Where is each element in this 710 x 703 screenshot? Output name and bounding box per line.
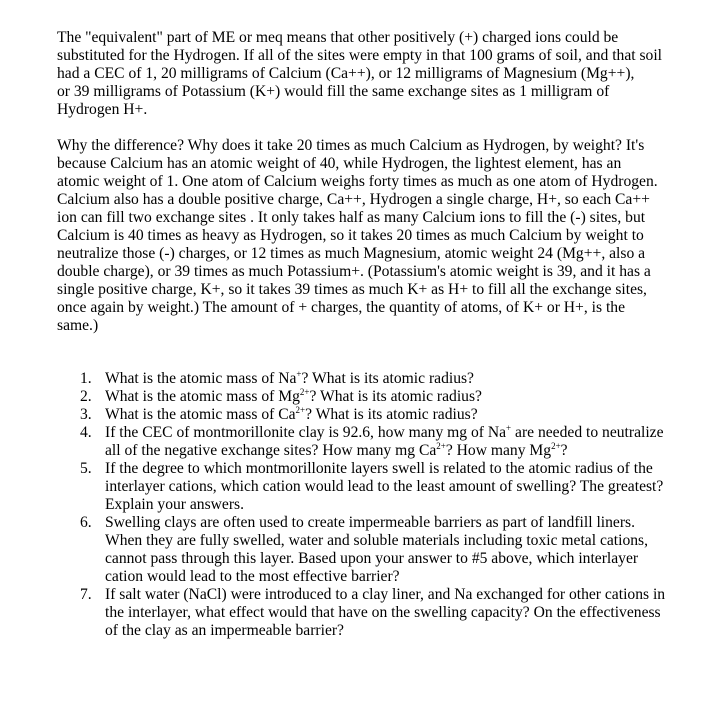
question-text: ? What is its atomic radius? xyxy=(309,388,482,405)
text-line: Why the difference? Why does it take 20 times as much Calcium as Hydrogen, by weight? It's xyxy=(57,137,645,154)
text-line: Hydrogen H+. xyxy=(57,101,148,118)
question-text: all of the negative exchange sites? How many mg Ca xyxy=(105,442,437,459)
text-line: double charge), or 39 times as much Potassium+. (Potassium's atomic weight is 39, and it has a xyxy=(57,263,651,280)
explanation-text xyxy=(57,29,697,335)
text-line: Calcium also has a double positive charge, Ca++, Hydrogen a single charge, H+, so each Ca++ xyxy=(57,191,650,208)
question-text: What is the atomic mass of Ca xyxy=(105,406,296,423)
paragraph xyxy=(57,137,697,335)
question-line xyxy=(105,496,665,514)
question-line xyxy=(105,460,665,478)
text-line: neutralize those (-) charges, or 12 times as much Magnesium, atomic weight 24 (Mg++, also a xyxy=(57,245,646,262)
text-line: same.) xyxy=(57,317,99,334)
question-number: 6. xyxy=(80,514,92,531)
text-line: once again by weight.) The amount of + charges, the quantity of atoms, of K+ or H+, is the xyxy=(57,299,625,316)
question-text: are needed to neutralize xyxy=(511,424,664,441)
question-number: 4. xyxy=(80,424,92,441)
question-text: interlayer cations, which cation would lead to the least amount of swelling? The greatest? xyxy=(105,478,664,495)
question-item xyxy=(57,586,665,640)
question-text: ? What is its atomic radius? xyxy=(301,370,474,387)
paragraph xyxy=(57,29,697,119)
question-text: If salt water (NaCl) were introduced to a clay liner, and Na exchanged for other cations in xyxy=(105,586,666,603)
question-line xyxy=(105,388,665,406)
question-item xyxy=(57,388,665,406)
charge-superscript: 2+ xyxy=(295,405,306,415)
question-line xyxy=(105,514,665,532)
text-line: The "equivalent" part of ME or meq means that other positively (+) charged ions could be xyxy=(57,29,619,46)
text-line: substituted for the Hydrogen. If all of the sites were empty in that 100 grams of soil, and that soil xyxy=(57,47,663,64)
question-line xyxy=(105,550,665,568)
charge-superscript: + xyxy=(296,369,302,379)
question-line xyxy=(105,604,665,622)
text-line: because Calcium has an atomic weight of 40, while Hydrogen, the lightest element, has an xyxy=(57,155,622,172)
question-number: 3. xyxy=(80,406,92,423)
charge-superscript: 2+ xyxy=(299,387,310,397)
question-text: Swelling clays are often used to create impermeable barriers as part of landfill liners. xyxy=(105,514,635,531)
question-line xyxy=(105,370,665,388)
question-line xyxy=(105,406,665,424)
question-line xyxy=(105,532,665,550)
question-line xyxy=(105,424,665,442)
question-text: If the degree to which montmorillonite layers swell is related to the atomic radius of the xyxy=(105,460,653,477)
question-number: 1. xyxy=(80,370,92,387)
text-line: had a CEC of 1, 20 milligrams of Calcium (Ca++), or 12 milligrams of Magnesium (Mg++), xyxy=(57,65,635,82)
question-text: of the clay as an impermeable barrier? xyxy=(105,622,344,639)
question-line xyxy=(105,586,665,604)
text-line: atomic weight of 1. One atom of Calcium weighs forty times as much as one atom of Hydrogen. xyxy=(57,173,658,190)
question-line xyxy=(105,478,665,496)
document-page xyxy=(57,29,697,639)
question-item xyxy=(57,514,665,586)
question-text: cation would lead to the most effective barrier? xyxy=(105,568,400,585)
question-text: What is the atomic mass of Mg xyxy=(105,388,300,405)
question-text: What is the atomic mass of Na xyxy=(105,370,297,387)
question-item xyxy=(57,460,665,514)
question-text: ? What is its atomic radius? xyxy=(305,406,478,423)
question-line xyxy=(105,442,665,460)
question-number: 2. xyxy=(80,388,92,405)
question-text: When they are fully swelled, water and soluble materials including toxic metal cations, xyxy=(105,532,649,549)
question-text: If the CEC of montmorillonite clay is 92.6, how many mg of Na xyxy=(105,424,507,441)
question-item xyxy=(57,424,665,460)
question-text: Explain your answers. xyxy=(105,496,245,513)
text-line: or 39 milligrams of Potassium (K+) would fill the same exchange sites as 1 milligram of xyxy=(57,83,610,100)
question-line xyxy=(105,622,665,640)
question-item xyxy=(57,406,665,424)
question-item xyxy=(57,370,665,388)
text-line: Calcium is 40 times as heavy as Hydrogen, so it takes 20 times as much Calcium by weight to xyxy=(57,227,644,244)
question-text: ? How many Mg xyxy=(445,442,552,459)
question-list xyxy=(57,370,665,640)
question-text: cannot pass through this layer. Based upon your answer to #5 above, which interlayer xyxy=(105,550,639,567)
question-text: the interlayer, what effect would that have on the swelling capacity? On the effectiveness xyxy=(105,604,661,621)
text-line: ion can fill two exchange sites . It only takes half as many Calcium ions to fill the (-) sites, but xyxy=(57,209,646,226)
question-number: 7. xyxy=(80,586,92,603)
charge-superscript: + xyxy=(506,423,512,433)
question-line xyxy=(105,568,665,586)
charge-superscript: 2+ xyxy=(436,441,446,451)
question-text: ? xyxy=(560,442,568,459)
text-line: single positive charge, K+, so it takes 39 times as much K+ as H+ to fill all the exchange sites, xyxy=(57,281,647,298)
question-number: 5. xyxy=(80,460,92,477)
charge-superscript: 2+ xyxy=(551,441,561,451)
